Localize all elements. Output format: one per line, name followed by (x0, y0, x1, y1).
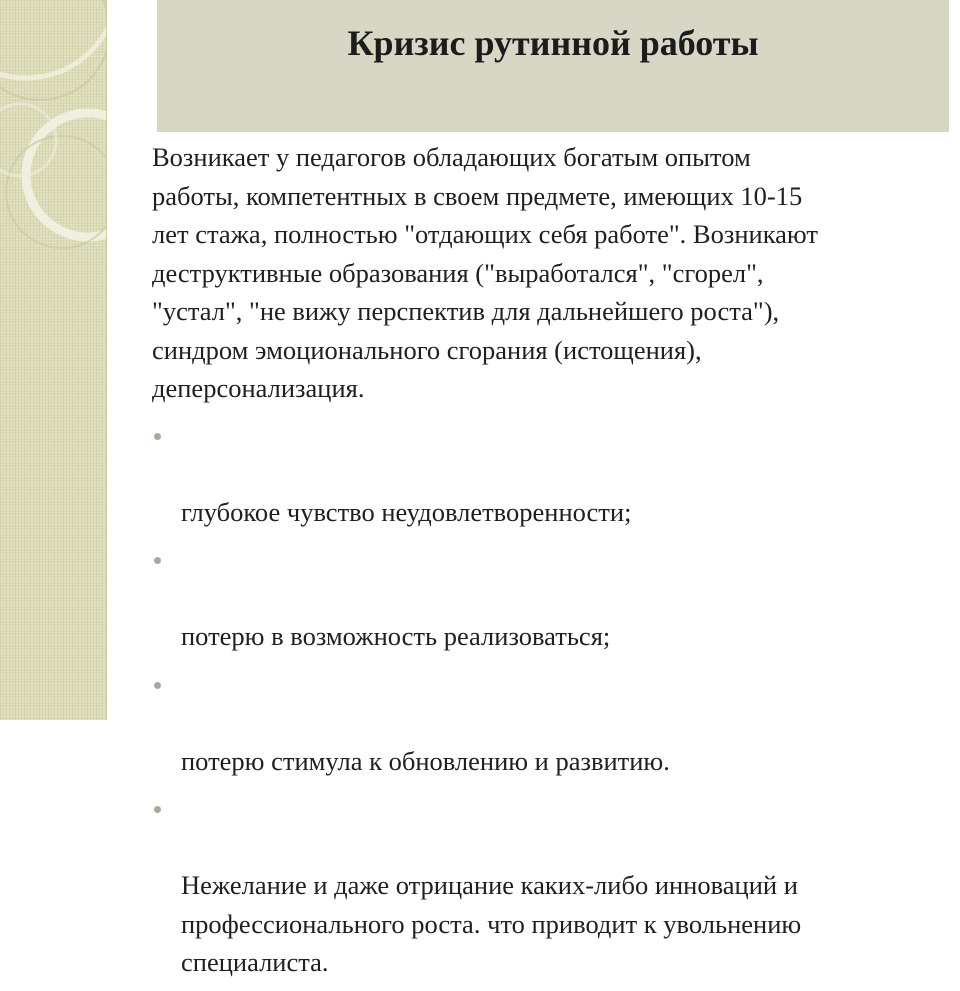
decorative-circles (0, 0, 106, 720)
list-item-text: потерю в возможность реализоваться; (181, 621, 611, 651)
bullet-icon (154, 557, 161, 564)
bullet-icon (154, 806, 161, 813)
list-item (152, 416, 952, 532)
bullet-icon (154, 682, 161, 689)
list-item (152, 665, 952, 781)
slide-content (152, 138, 952, 991)
list-item (152, 789, 952, 982)
list-item-text: потерю стимула к обновлению и развитию. (181, 745, 670, 776)
page-title: Кризис рутинной работы (347, 23, 759, 63)
bullet-list (152, 416, 952, 982)
list-item (152, 540, 952, 656)
bullet-icon (154, 433, 161, 440)
list-item-text: Нежелание и даже отрицание каких-либо инноваций и профессионального роста. что приводит к увольнению специалиста. (181, 870, 802, 977)
list-item-text: глубокое чувство неудовлетворенности; (181, 496, 632, 527)
title-bar (157, 0, 949, 132)
decorative-side-panel (0, 0, 107, 720)
intro-paragraph: Возникает у педагогов обладающих богатым опытом работы, компетентных в своем предмете, имеющих 10-15 лет стажа, полностью "отдающих себя работе". Возникают деструктивные образования ("выработался", "сгорел", "устал", "не вижу перспектив для дальнейшего роста"), синдром эмоционального сгорания (истощения), деперсонализация. (152, 142, 818, 403)
